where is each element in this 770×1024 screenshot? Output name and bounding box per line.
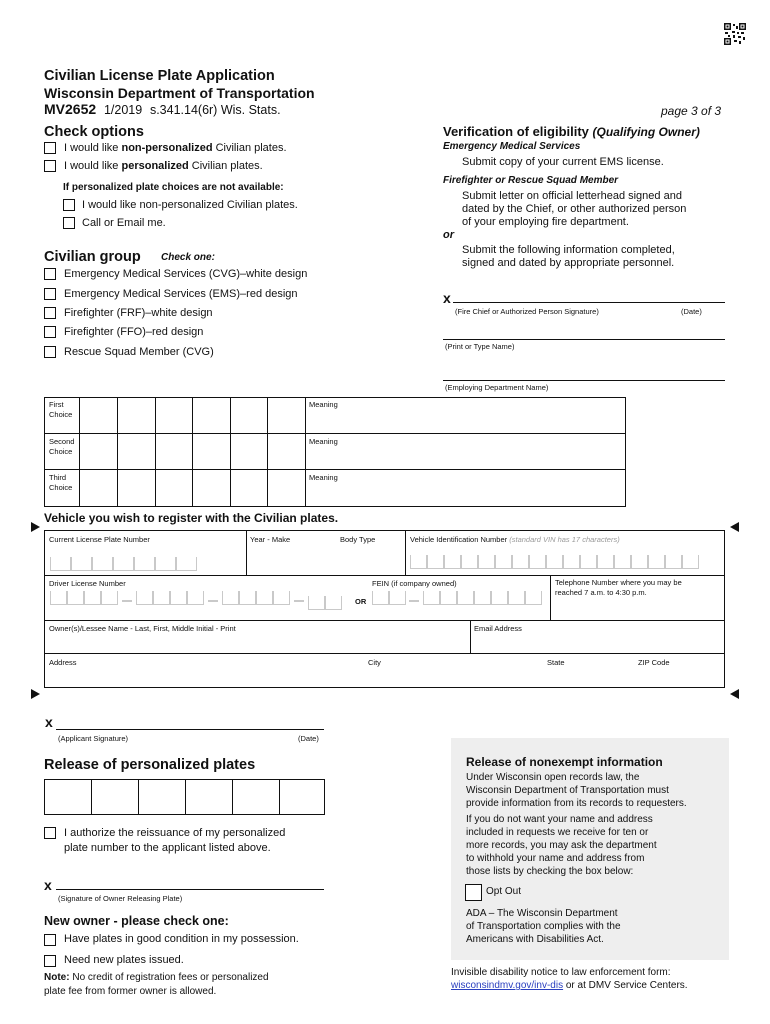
invisible-disability-notice: Invisible disability notice to law enforcement form: — [451, 967, 671, 978]
release-x-mark: x — [44, 877, 52, 893]
civilian-group-instruction: Check one: — [161, 252, 215, 263]
plate-release-cell[interactable] — [44, 779, 92, 815]
plate-char-cell[interactable] — [71, 557, 92, 571]
address-label: Address — [49, 658, 77, 667]
civilian-group-heading: Civilian group — [44, 249, 141, 265]
opt-out-checkbox[interactable] — [465, 884, 482, 901]
group-label: Emergency Medical Services (CVG)–white design — [64, 268, 308, 280]
choices-col-divider — [267, 397, 268, 507]
authorize-reissue-checkbox[interactable] — [44, 827, 56, 839]
fein-char-cell[interactable] — [389, 591, 406, 605]
fallback-non-personalized-checkbox[interactable] — [63, 199, 75, 211]
plates-in-possession-checkbox[interactable] — [44, 934, 56, 946]
call-or-email-checkbox[interactable] — [63, 217, 75, 229]
release-plates-heading: Release of personalized plates — [44, 757, 256, 773]
fire-chief-date-label: (Date) — [681, 307, 702, 316]
first-meaning-label[interactable]: Meaning — [309, 400, 338, 409]
fire-text-line: of your employing fire department. — [462, 216, 629, 228]
vin-label: Vehicle Identification Number (standard VIN has 17 characters) — [410, 535, 620, 544]
ada-notice: ADA – The Wisconsin Department of Transportation complies with the Americans with Disabilities Act. — [466, 908, 621, 945]
plate-char-cell[interactable] — [176, 557, 197, 571]
fein-dash — [409, 600, 419, 602]
vehicle-col-divider — [550, 575, 551, 620]
license-dash — [294, 600, 304, 602]
vin-char-cell[interactable] — [631, 555, 648, 569]
form-revision: 1/2019 — [103, 103, 143, 117]
fire-text-line: dated by the Chief, or other authorized person — [462, 203, 687, 215]
email-label: Email Address — [474, 624, 522, 633]
group-label: Rescue Squad Member (CVG) — [64, 346, 214, 358]
vehicle-table — [44, 530, 725, 688]
opt-out-label: Opt Out — [486, 886, 522, 897]
fallback-heading: If personalized plate choices are not available: — [63, 182, 284, 193]
plate-char-cell[interactable] — [113, 557, 134, 571]
fallback-non-personalized-label: I would like non-personalized Civilian plates. — [82, 199, 298, 211]
vin-char-cell[interactable] — [427, 555, 444, 569]
license-char-cell[interactable] — [239, 591, 256, 605]
plate-release-cell[interactable] — [138, 779, 186, 815]
vehicle-row-divider — [44, 620, 725, 621]
vin-char-cell[interactable] — [665, 555, 682, 569]
form-number: MV2652 — [44, 101, 97, 117]
vin-char-cell[interactable] — [614, 555, 631, 569]
department-name-line[interactable] — [443, 380, 725, 381]
need-new-plates-label: Need new plates issued. — [64, 954, 184, 966]
choices-col-divider — [192, 397, 193, 507]
fein-char-cell[interactable] — [457, 591, 474, 605]
personalized-label: I would like personalized Civilian plates. — [64, 160, 263, 172]
fein-char-cell[interactable] — [491, 591, 508, 605]
plate-release-cell[interactable] — [279, 779, 325, 815]
alt-text-line: Submit the following information completed, — [462, 244, 675, 256]
group-checkbox[interactable] — [44, 346, 56, 358]
right-marker-arrow-icon — [730, 689, 739, 699]
license-char-cell[interactable] — [222, 591, 239, 605]
vehicle-col-divider — [470, 620, 471, 653]
qr-code-icon — [724, 23, 746, 45]
fein-char-cell[interactable] — [423, 591, 440, 605]
choices-col-divider — [305, 397, 306, 507]
print-name-line[interactable] — [443, 339, 725, 340]
fire-chief-signature-line[interactable] — [453, 302, 725, 303]
alt-text-line: signed and dated by appropriate personnel. — [462, 257, 675, 269]
vin-char-cell[interactable] — [410, 555, 427, 569]
vin-char-cell[interactable] — [478, 555, 495, 569]
vin-char-cell[interactable] — [529, 555, 546, 569]
personalized-checkbox[interactable] — [44, 160, 56, 172]
verification-heading: Verification of eligibility (Qualifying Owner) — [443, 124, 700, 139]
department-name: Wisconsin Department of Transportation — [44, 85, 315, 101]
fire-chief-signature-label: (Fire Chief or Authorized Person Signature) — [455, 307, 599, 316]
fein-char-cell[interactable] — [525, 591, 542, 605]
license-char-cell[interactable] — [101, 591, 118, 605]
fire-heading: Firefighter or Rescue Squad Member — [443, 175, 619, 186]
fein-char-cell[interactable] — [474, 591, 491, 605]
license-dash — [122, 600, 132, 602]
state-label: State — [547, 658, 565, 667]
or-separator: OR — [355, 597, 367, 606]
plate-char-cell[interactable] — [134, 557, 155, 571]
vehicle-col-divider — [405, 530, 406, 575]
license-char-cell[interactable] — [67, 591, 84, 605]
third-choice-label: Third Choice — [49, 473, 73, 492]
page-number: page 3 of 3 — [661, 104, 722, 118]
new-owner-note: Note: No credit of registration fees or personalized plate fee from former owner is allowed. — [44, 972, 269, 997]
applicant-date-label: (Date) — [298, 734, 319, 743]
group-checkbox[interactable] — [44, 307, 56, 319]
call-or-email-label: Call or Email me. — [82, 217, 166, 229]
fein-char-cell[interactable] — [508, 591, 525, 605]
license-char-cell[interactable] — [273, 591, 290, 605]
applicant-x-mark: x — [45, 714, 53, 730]
license-char-cell[interactable] — [84, 591, 101, 605]
fein-char-cell[interactable] — [372, 591, 389, 605]
choices-col-divider — [155, 397, 156, 507]
new-owner-heading: New owner - please check one: — [44, 914, 229, 928]
non-personalized-checkbox[interactable] — [44, 142, 56, 154]
second-meaning-label[interactable]: Meaning — [309, 437, 338, 446]
vin-char-cell[interactable] — [461, 555, 478, 569]
ems-text: Submit copy of your current EMS license. — [462, 156, 664, 168]
choices-row-divider — [44, 433, 626, 434]
group-checkbox[interactable] — [44, 268, 56, 280]
plate-char-cell[interactable] — [92, 557, 113, 571]
license-char-cell[interactable] — [50, 591, 67, 605]
plate-char-cell[interactable] — [155, 557, 176, 571]
applicant-signature-line[interactable] — [56, 729, 324, 730]
vin-char-cell[interactable] — [495, 555, 512, 569]
second-choice-label: Second Choice — [49, 437, 75, 456]
plates-in-possession-label: Have plates in good condition in my possession. — [64, 933, 299, 945]
owner-release-signature-label: (Signature of Owner Releasing Plate) — [58, 894, 183, 903]
print-name-label: (Print or Type Name) — [445, 342, 515, 351]
non-personalized-label: I would like non-personalized Civilian plates. — [64, 142, 287, 154]
owner-name-label: Owner(s)/Lessee Name - Last, First, Middle Initial - Print — [49, 624, 236, 633]
left-marker-arrow-icon — [31, 522, 40, 532]
license-char-cell[interactable] — [187, 591, 204, 605]
vin-char-cell[interactable] — [444, 555, 461, 569]
current-plate-label: Current License Plate Number — [49, 535, 150, 544]
license-char-cell[interactable] — [325, 596, 342, 610]
department-name-label: (Employing Department Name) — [445, 383, 549, 392]
inv-dis-link[interactable]: wisconsindmv.gov/inv-dis — [451, 980, 564, 991]
license-char-cell[interactable] — [170, 591, 187, 605]
body-type-label: Body Type — [340, 535, 376, 544]
authorize-reissue-label: I authorize the reissuance of my personalized plate number to the applicant listed above. — [64, 827, 286, 854]
license-char-cell[interactable] — [153, 591, 170, 605]
ems-heading: Emergency Medical Services — [443, 141, 581, 152]
license-char-cell[interactable] — [308, 596, 325, 610]
vin-char-cell[interactable] — [512, 555, 529, 569]
vehicle-heading: Vehicle you wish to register with the Civilian plates. — [44, 511, 339, 525]
release-info-paragraph: If you do not want your name and address included in requests we receive for ten or more records, you may ask the department to withhold your name and address from those lists by checking the box below: — [466, 814, 657, 877]
driver-license-label: Driver License Number — [49, 579, 126, 588]
choices-row-divider — [44, 469, 626, 470]
choices-col-divider — [230, 397, 231, 507]
form-title: Civilian License Plate Application — [44, 68, 275, 84]
zip-label: ZIP Code — [638, 658, 670, 667]
signature-x-mark: x — [443, 290, 451, 306]
vehicle-col-divider — [246, 530, 247, 575]
vehicle-row-divider — [44, 575, 725, 576]
release-info-paragraph: Under Wisconsin open records law, the Wisconsin Department of Transportation must provide information from its records to requesters. — [466, 772, 687, 809]
group-checkbox[interactable] — [44, 288, 56, 300]
release-info-heading: Release of nonexempt information — [466, 755, 663, 769]
plate-char-cell[interactable] — [50, 557, 71, 571]
fire-text-line: Submit letter on official letterhead signed and — [462, 190, 682, 202]
applicant-signature-label: (Applicant Signature) — [58, 734, 129, 743]
group-checkbox[interactable] — [44, 326, 56, 338]
form-statute: s.341.14(6r) Wis. Stats. — [149, 103, 281, 117]
group-label: Firefighter (FFO)–red design — [64, 326, 204, 338]
left-marker-arrow-icon — [31, 689, 40, 699]
vehicle-row-divider — [44, 653, 725, 654]
vin-char-cell[interactable] — [563, 555, 580, 569]
group-label: Emergency Medical Services (EMS)–red design — [64, 288, 298, 300]
right-marker-arrow-icon — [730, 522, 739, 532]
plate-release-cell[interactable] — [91, 779, 139, 815]
fein-char-cell[interactable] — [440, 591, 457, 605]
vin-char-cell[interactable] — [546, 555, 563, 569]
vin-char-cell[interactable] — [682, 555, 699, 569]
plate-release-cell[interactable] — [185, 779, 233, 815]
choices-col-divider — [79, 397, 80, 507]
footer-link-suffix: or at DMV Service Centers. — [563, 980, 688, 991]
license-char-cell[interactable] — [136, 591, 153, 605]
owner-release-signature-line[interactable] — [56, 889, 324, 890]
fein-label: FEIN (if company owned) — [372, 579, 457, 588]
form-id-line — [44, 101, 281, 117]
need-new-plates-checkbox[interactable] — [44, 955, 56, 967]
group-label: Firefighter (FRF)–white design — [64, 307, 213, 319]
plate-release-cell[interactable] — [232, 779, 280, 815]
vin-char-cell[interactable] — [648, 555, 665, 569]
license-char-cell[interactable] — [256, 591, 273, 605]
third-meaning-label[interactable]: Meaning — [309, 473, 338, 482]
first-choice-label: First Choice — [49, 400, 73, 419]
check-options-heading: Check options — [44, 124, 144, 140]
footer-link-line — [451, 980, 688, 991]
year-make-label: Year - Make — [250, 535, 291, 544]
or-label: or — [443, 229, 454, 241]
vin-char-cell[interactable] — [580, 555, 597, 569]
city-label: City — [368, 658, 381, 667]
phone-label: Telephone Number where you may be reached 7 a.m. to 4:30 p.m. — [555, 578, 682, 597]
vin-char-cell[interactable] — [597, 555, 614, 569]
choices-col-divider — [117, 397, 118, 507]
license-dash — [208, 600, 218, 602]
plate-choices-table — [44, 397, 626, 507]
